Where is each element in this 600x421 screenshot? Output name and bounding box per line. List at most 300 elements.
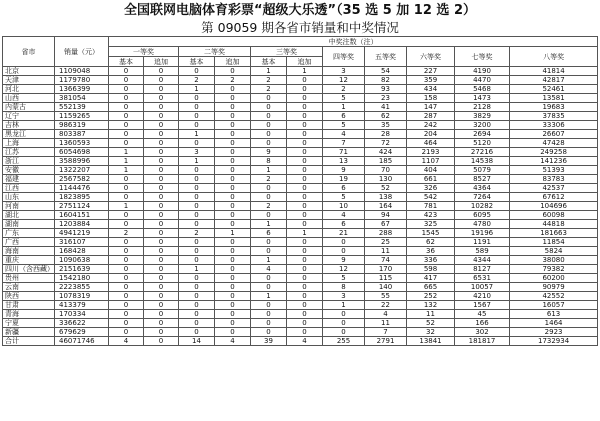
cell-sales: 46071746 bbox=[55, 337, 109, 346]
cell-count: 8 bbox=[251, 157, 287, 166]
cell-sales: 552139 bbox=[55, 103, 109, 112]
cell-count: 0 bbox=[109, 193, 144, 202]
cell-count: 0 bbox=[287, 238, 323, 247]
cell-province: 北京 bbox=[3, 67, 55, 76]
cell-count: 0 bbox=[287, 283, 323, 292]
cell-count: 542 bbox=[407, 193, 455, 202]
cell-count: 4470 bbox=[455, 76, 510, 85]
cell-count: 0 bbox=[323, 247, 365, 256]
cell-count: 0 bbox=[287, 265, 323, 274]
cell-province: 宁夏 bbox=[3, 319, 55, 328]
cell-count: 0 bbox=[109, 67, 144, 76]
table-row bbox=[3, 130, 598, 139]
cell-count: 0 bbox=[287, 220, 323, 229]
cell-count: 0 bbox=[215, 211, 251, 220]
cell-count: 0 bbox=[109, 175, 144, 184]
cell-count: 0 bbox=[179, 238, 215, 247]
cell-count: 0 bbox=[287, 292, 323, 301]
cell-count: 0 bbox=[179, 292, 215, 301]
cell-count: 0 bbox=[287, 256, 323, 265]
cell-count: 5120 bbox=[455, 139, 510, 148]
cell-count: 19 bbox=[323, 175, 365, 184]
header-third-prize: 三等奖 bbox=[251, 47, 323, 57]
cell-count: 1 bbox=[179, 157, 215, 166]
cell-count: 598 bbox=[407, 265, 455, 274]
table-row bbox=[3, 76, 598, 85]
cell-count: 252 bbox=[407, 292, 455, 301]
cell-count: 417 bbox=[407, 274, 455, 283]
cell-count: 359 bbox=[407, 76, 455, 85]
cell-count: 90979 bbox=[510, 283, 598, 292]
cell-sales: 1090638 bbox=[55, 256, 109, 265]
cell-count: 0 bbox=[215, 67, 251, 76]
cell-count: 0 bbox=[215, 202, 251, 211]
cell-count: 7 bbox=[365, 328, 407, 337]
cell-count: 0 bbox=[144, 247, 179, 256]
cell-count: 464 bbox=[407, 139, 455, 148]
cell-count: 0 bbox=[251, 193, 287, 202]
cell-sales: 2751124 bbox=[55, 202, 109, 211]
cell-count: 0 bbox=[251, 328, 287, 337]
table-row bbox=[3, 67, 598, 76]
cell-count: 2791 bbox=[365, 337, 407, 346]
table-row bbox=[3, 328, 598, 337]
cell-province: 天津 bbox=[3, 76, 55, 85]
cell-count: 164 bbox=[365, 202, 407, 211]
cell-count: 0 bbox=[109, 274, 144, 283]
cell-count: 0 bbox=[287, 85, 323, 94]
cell-sales: 316107 bbox=[55, 238, 109, 247]
cell-count: 1 bbox=[215, 229, 251, 238]
cell-count: 115 bbox=[365, 274, 407, 283]
cell-count: 0 bbox=[287, 184, 323, 193]
cell-count: 0 bbox=[215, 283, 251, 292]
cell-count: 2923 bbox=[510, 328, 598, 337]
cell-count: 1 bbox=[287, 67, 323, 76]
cell-count: 6 bbox=[323, 112, 365, 121]
cell-count: 1107 bbox=[407, 157, 455, 166]
cell-count: 42552 bbox=[510, 292, 598, 301]
cell-count: 0 bbox=[109, 292, 144, 301]
cell-count: 0 bbox=[109, 328, 144, 337]
cell-count: 302 bbox=[455, 328, 510, 337]
header-fourth-prize: 四等奖 bbox=[323, 47, 365, 67]
cell-count: 0 bbox=[179, 256, 215, 265]
cell-count: 0 bbox=[323, 310, 365, 319]
cell-count: 0 bbox=[109, 121, 144, 130]
header-second-basic: 基本 bbox=[179, 57, 215, 67]
cell-count: 0 bbox=[179, 112, 215, 121]
cell-count: 0 bbox=[179, 220, 215, 229]
cell-count: 288 bbox=[365, 229, 407, 238]
cell-province: 青海 bbox=[3, 310, 55, 319]
cell-count: 0 bbox=[109, 310, 144, 319]
results-table bbox=[2, 36, 598, 346]
cell-count: 1 bbox=[109, 166, 144, 175]
cell-count: 0 bbox=[251, 274, 287, 283]
cell-count: 0 bbox=[215, 328, 251, 337]
cell-count: 0 bbox=[287, 247, 323, 256]
cell-count: 0 bbox=[109, 238, 144, 247]
cell-count: 5079 bbox=[455, 166, 510, 175]
header-first-bonus: 追加 bbox=[144, 57, 179, 67]
cell-count: 0 bbox=[179, 211, 215, 220]
cell-province: 合计 bbox=[3, 337, 55, 346]
cell-count: 6095 bbox=[455, 211, 510, 220]
cell-sales: 1078319 bbox=[55, 292, 109, 301]
table-row bbox=[3, 220, 598, 229]
cell-province: 河北 bbox=[3, 85, 55, 94]
cell-count: 8 bbox=[323, 283, 365, 292]
cell-count: 1545 bbox=[407, 229, 455, 238]
cell-count: 204 bbox=[407, 130, 455, 139]
cell-count: 0 bbox=[287, 319, 323, 328]
header-seventh-prize: 七等奖 bbox=[455, 47, 510, 67]
cell-count: 1 bbox=[179, 85, 215, 94]
cell-count: 0 bbox=[215, 238, 251, 247]
cell-count: 0 bbox=[251, 247, 287, 256]
cell-count: 147 bbox=[407, 103, 455, 112]
table-row bbox=[3, 94, 598, 103]
cell-count: 0 bbox=[109, 184, 144, 193]
cell-count: 0 bbox=[215, 112, 251, 121]
cell-count: 0 bbox=[251, 121, 287, 130]
cell-count: 255 bbox=[323, 337, 365, 346]
cell-count: 1464 bbox=[510, 319, 598, 328]
cell-count: 249258 bbox=[510, 148, 598, 157]
cell-count: 44818 bbox=[510, 220, 598, 229]
cell-count: 781 bbox=[407, 202, 455, 211]
cell-count: 72 bbox=[365, 139, 407, 148]
cell-count: 0 bbox=[144, 220, 179, 229]
cell-count: 11 bbox=[365, 247, 407, 256]
cell-count: 1 bbox=[109, 157, 144, 166]
cell-count: 55 bbox=[365, 292, 407, 301]
cell-count: 1 bbox=[251, 292, 287, 301]
cell-count: 82 bbox=[365, 76, 407, 85]
cell-count: 4 bbox=[109, 337, 144, 346]
cell-sales: 1823895 bbox=[55, 193, 109, 202]
report-title: 全国联网电脑体育彩票“超级大乐透”（35 选 5 加 12 选 2） bbox=[123, 3, 477, 18]
cell-sales: 1322207 bbox=[55, 166, 109, 175]
cell-count: 0 bbox=[287, 76, 323, 85]
cell-count: 6531 bbox=[455, 274, 510, 283]
header-third-bonus: 追加 bbox=[287, 57, 323, 67]
cell-count: 52461 bbox=[510, 85, 598, 94]
cell-count: 589 bbox=[455, 247, 510, 256]
cell-count: 83783 bbox=[510, 175, 598, 184]
cell-count: 0 bbox=[215, 148, 251, 157]
cell-count: 140 bbox=[365, 283, 407, 292]
cell-count: 0 bbox=[287, 175, 323, 184]
table-row bbox=[3, 319, 598, 328]
cell-count: 0 bbox=[144, 130, 179, 139]
cell-count: 1 bbox=[179, 265, 215, 274]
cell-count: 0 bbox=[215, 220, 251, 229]
header-second-prize: 二等奖 bbox=[179, 47, 251, 57]
cell-count: 9 bbox=[251, 148, 287, 157]
cell-count: 7 bbox=[323, 139, 365, 148]
cell-count: 0 bbox=[144, 292, 179, 301]
cell-count: 93 bbox=[365, 85, 407, 94]
table-row bbox=[3, 238, 598, 247]
cell-count: 0 bbox=[215, 94, 251, 103]
cell-province: 湖北 bbox=[3, 211, 55, 220]
cell-sales: 2223855 bbox=[55, 283, 109, 292]
cell-count: 0 bbox=[109, 112, 144, 121]
cell-count: 28 bbox=[365, 130, 407, 139]
cell-province: 河南 bbox=[3, 202, 55, 211]
cell-province: 浙江 bbox=[3, 157, 55, 166]
cell-count: 60098 bbox=[510, 211, 598, 220]
cell-count: 36 bbox=[407, 247, 455, 256]
cell-count: 1732934 bbox=[510, 337, 598, 346]
cell-count: 0 bbox=[109, 301, 144, 310]
cell-count: 0 bbox=[215, 130, 251, 139]
cell-count: 5824 bbox=[510, 247, 598, 256]
table-row-total bbox=[3, 337, 598, 346]
cell-count: 326 bbox=[407, 184, 455, 193]
cell-count: 8527 bbox=[455, 175, 510, 184]
cell-count: 0 bbox=[215, 85, 251, 94]
cell-count: 0 bbox=[144, 301, 179, 310]
cell-count: 5 bbox=[323, 94, 365, 103]
cell-count: 21 bbox=[323, 229, 365, 238]
cell-count: 0 bbox=[144, 157, 179, 166]
cell-count: 0 bbox=[109, 103, 144, 112]
table-row bbox=[3, 112, 598, 121]
cell-count: 0 bbox=[179, 274, 215, 283]
cell-count: 424 bbox=[365, 148, 407, 157]
cell-sales: 986319 bbox=[55, 121, 109, 130]
cell-count: 1 bbox=[109, 148, 144, 157]
cell-count: 11 bbox=[407, 310, 455, 319]
table-row bbox=[3, 139, 598, 148]
cell-count: 0 bbox=[144, 256, 179, 265]
cell-count: 1 bbox=[179, 130, 215, 139]
table-row bbox=[3, 265, 598, 274]
cell-count: 0 bbox=[144, 202, 179, 211]
cell-count: 0 bbox=[109, 283, 144, 292]
cell-count: 4 bbox=[287, 337, 323, 346]
cell-count: 6 bbox=[323, 220, 365, 229]
cell-count: 0 bbox=[287, 112, 323, 121]
cell-count: 4344 bbox=[455, 256, 510, 265]
cell-province: 江西 bbox=[3, 184, 55, 193]
cell-count: 0 bbox=[179, 310, 215, 319]
cell-count: 6 bbox=[251, 229, 287, 238]
cell-count: 16057 bbox=[510, 301, 598, 310]
cell-count: 62 bbox=[365, 112, 407, 121]
cell-count: 51393 bbox=[510, 166, 598, 175]
cell-count: 19683 bbox=[510, 103, 598, 112]
cell-count: 0 bbox=[251, 103, 287, 112]
cell-count: 60200 bbox=[510, 274, 598, 283]
cell-count: 0 bbox=[109, 319, 144, 328]
cell-count: 0 bbox=[144, 67, 179, 76]
cell-count: 8127 bbox=[455, 265, 510, 274]
cell-count: 0 bbox=[144, 121, 179, 130]
cell-count: 0 bbox=[215, 157, 251, 166]
cell-count: 1 bbox=[251, 220, 287, 229]
cell-count: 0 bbox=[287, 157, 323, 166]
cell-sales: 1159265 bbox=[55, 112, 109, 121]
cell-count: 0 bbox=[287, 121, 323, 130]
cell-count: 1191 bbox=[455, 238, 510, 247]
cell-province: 安徽 bbox=[3, 166, 55, 175]
cell-count: 3 bbox=[323, 292, 365, 301]
cell-province: 辽宁 bbox=[3, 112, 55, 121]
cell-province: 山东 bbox=[3, 193, 55, 202]
cell-count: 0 bbox=[144, 328, 179, 337]
cell-province: 上海 bbox=[3, 139, 55, 148]
cell-count: 5 bbox=[323, 193, 365, 202]
cell-province: 福建 bbox=[3, 175, 55, 184]
cell-count: 158 bbox=[407, 94, 455, 103]
table-row bbox=[3, 256, 598, 265]
header-third-basic: 基本 bbox=[251, 57, 287, 67]
cell-count: 0 bbox=[179, 301, 215, 310]
cell-sales: 2151639 bbox=[55, 265, 109, 274]
cell-count: 0 bbox=[251, 139, 287, 148]
cell-count: 0 bbox=[179, 193, 215, 202]
cell-count: 0 bbox=[179, 328, 215, 337]
cell-count: 9 bbox=[323, 256, 365, 265]
cell-sales: 170334 bbox=[55, 310, 109, 319]
report-subtitle: 第 09059 期各省市销量和中奖情况 bbox=[201, 20, 399, 35]
cell-sales: 381054 bbox=[55, 94, 109, 103]
cell-province: 内蒙古 bbox=[3, 103, 55, 112]
cell-sales: 1179780 bbox=[55, 76, 109, 85]
cell-count: 0 bbox=[215, 193, 251, 202]
cell-count: 19196 bbox=[455, 229, 510, 238]
cell-count: 0 bbox=[144, 139, 179, 148]
cell-count: 10282 bbox=[455, 202, 510, 211]
cell-count: 41814 bbox=[510, 67, 598, 76]
table-row bbox=[3, 211, 598, 220]
cell-sales: 4941219 bbox=[55, 229, 109, 238]
cell-count: 4 bbox=[323, 211, 365, 220]
cell-count: 70 bbox=[365, 166, 407, 175]
cell-count: 166 bbox=[455, 319, 510, 328]
cell-count: 0 bbox=[144, 175, 179, 184]
cell-count: 0 bbox=[215, 103, 251, 112]
cell-count: 0 bbox=[144, 76, 179, 85]
table-row bbox=[3, 247, 598, 256]
cell-sales: 1203884 bbox=[55, 220, 109, 229]
cell-count: 0 bbox=[215, 247, 251, 256]
cell-count: 0 bbox=[287, 103, 323, 112]
cell-count: 26607 bbox=[510, 130, 598, 139]
cell-count: 0 bbox=[179, 319, 215, 328]
cell-sales: 413379 bbox=[55, 301, 109, 310]
cell-sales: 336622 bbox=[55, 319, 109, 328]
table-row bbox=[3, 85, 598, 94]
table-row bbox=[3, 202, 598, 211]
header-sixth-prize: 六等奖 bbox=[407, 47, 455, 67]
cell-count: 0 bbox=[109, 76, 144, 85]
cell-count: 71 bbox=[323, 148, 365, 157]
table-row bbox=[3, 274, 598, 283]
cell-sales: 3588996 bbox=[55, 157, 109, 166]
cell-count: 0 bbox=[109, 256, 144, 265]
cell-count: 3 bbox=[323, 67, 365, 76]
cell-count: 0 bbox=[109, 211, 144, 220]
cell-count: 5 bbox=[323, 274, 365, 283]
table-row bbox=[3, 310, 598, 319]
cell-province: 重庆 bbox=[3, 256, 55, 265]
header-sales: 销量（元） bbox=[55, 37, 109, 67]
cell-count: 11 bbox=[365, 319, 407, 328]
cell-count: 0 bbox=[109, 247, 144, 256]
cell-sales: 1144476 bbox=[55, 184, 109, 193]
cell-count: 11854 bbox=[510, 238, 598, 247]
cell-count: 0 bbox=[251, 301, 287, 310]
cell-count: 25 bbox=[365, 238, 407, 247]
cell-count: 227 bbox=[407, 67, 455, 76]
cell-count: 67612 bbox=[510, 193, 598, 202]
cell-count: 0 bbox=[287, 139, 323, 148]
cell-count: 0 bbox=[287, 310, 323, 319]
table-row bbox=[3, 103, 598, 112]
cell-count: 13 bbox=[323, 157, 365, 166]
cell-count: 0 bbox=[215, 292, 251, 301]
cell-count: 14538 bbox=[455, 157, 510, 166]
cell-sales: 2567582 bbox=[55, 175, 109, 184]
header-eighth-prize: 八等奖 bbox=[510, 47, 598, 67]
cell-count: 4364 bbox=[455, 184, 510, 193]
cell-count: 2694 bbox=[455, 130, 510, 139]
cell-count: 0 bbox=[179, 67, 215, 76]
cell-count: 287 bbox=[407, 112, 455, 121]
cell-count: 0 bbox=[215, 310, 251, 319]
cell-count: 4 bbox=[251, 265, 287, 274]
cell-count: 0 bbox=[287, 193, 323, 202]
cell-count: 0 bbox=[144, 283, 179, 292]
cell-count: 0 bbox=[323, 319, 365, 328]
cell-sales: 1109048 bbox=[55, 67, 109, 76]
table-row bbox=[3, 175, 598, 184]
cell-count: 13841 bbox=[407, 337, 455, 346]
cell-sales: 803387 bbox=[55, 130, 109, 139]
cell-count: 0 bbox=[215, 166, 251, 175]
cell-province: 广西 bbox=[3, 238, 55, 247]
cell-count: 613 bbox=[510, 310, 598, 319]
cell-count: 0 bbox=[144, 148, 179, 157]
cell-count: 4 bbox=[215, 337, 251, 346]
cell-count: 0 bbox=[144, 166, 179, 175]
cell-count: 2 bbox=[251, 175, 287, 184]
cell-count: 54 bbox=[365, 67, 407, 76]
cell-count: 0 bbox=[144, 193, 179, 202]
cell-count: 45 bbox=[455, 310, 510, 319]
cell-count: 0 bbox=[179, 94, 215, 103]
cell-count: 0 bbox=[215, 274, 251, 283]
cell-count: 0 bbox=[179, 139, 215, 148]
cell-count: 0 bbox=[179, 121, 215, 130]
header-winning-count: 中奖注数（注） bbox=[109, 37, 598, 47]
cell-province: 海南 bbox=[3, 247, 55, 256]
cell-count: 0 bbox=[215, 301, 251, 310]
cell-count: 0 bbox=[215, 184, 251, 193]
cell-count: 0 bbox=[215, 265, 251, 274]
cell-count: 6 bbox=[323, 184, 365, 193]
cell-count: 3829 bbox=[455, 112, 510, 121]
cell-count: 0 bbox=[323, 238, 365, 247]
cell-count: 79382 bbox=[510, 265, 598, 274]
cell-count: 3200 bbox=[455, 121, 510, 130]
cell-count: 0 bbox=[179, 103, 215, 112]
